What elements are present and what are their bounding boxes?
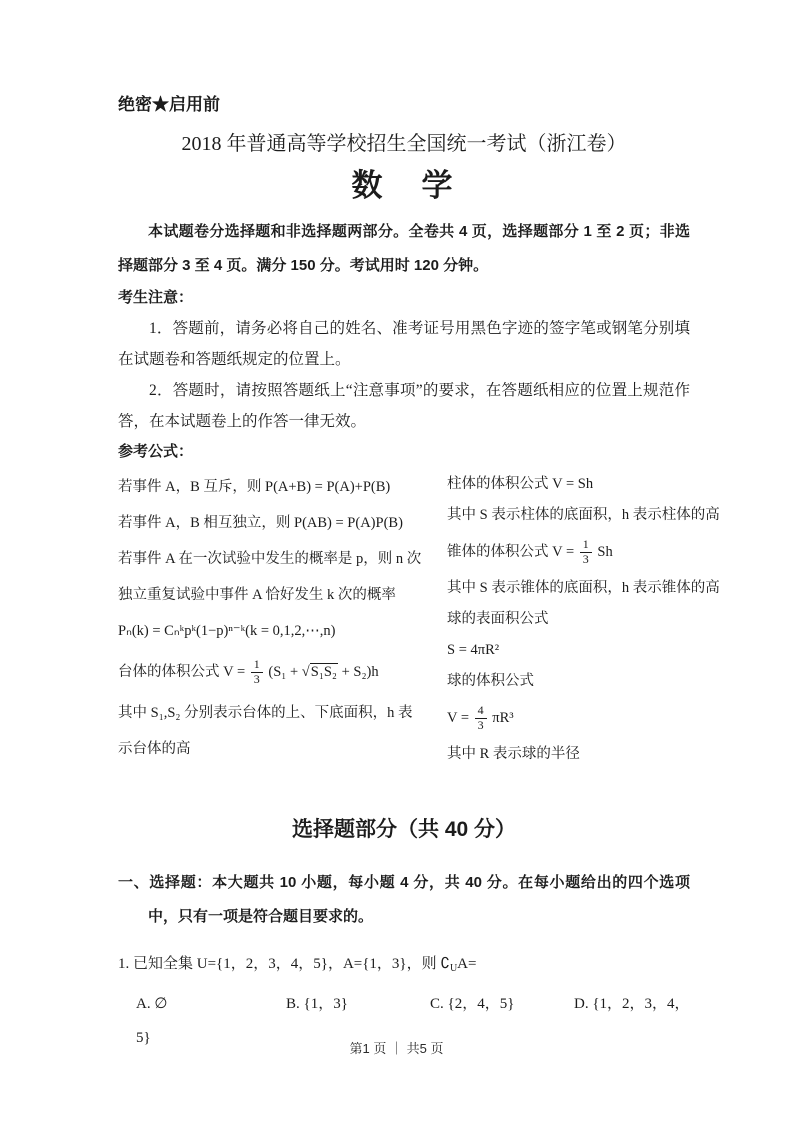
question-1-number: 1.	[118, 956, 130, 972]
question-1-stem-prefix: 已知全集 U={1，2，3，4，5}，A={1，3}，则	[133, 956, 441, 972]
fraction-one-third: $\frac{1}{3}$	[580, 538, 592, 567]
notice-item-2: 2．答题时，请按照答题纸上“注意事项”的要求，在答题纸相应的位置上规范作答，在本试题卷上的作答一律无效。	[118, 382, 690, 430]
formula-sphere-surface: S = 4πR²	[447, 642, 500, 658]
choice-section-directions: 一、选择题：本大题共 10 小题，每小题 4 分，共 40 分。在每小题给出的四个选项中，只有一项是符合题目要求的。	[118, 874, 690, 925]
formula-cylinder-volume: 柱体的体积公式 V = Sh	[447, 476, 594, 492]
choice-section-heading: 选择题部分（共 40 分）	[291, 818, 517, 841]
question-1-text	[118, 950, 690, 983]
exam-title: 2018 年普通高等学校招生全国统一考试（浙江卷）	[181, 133, 627, 155]
formula-bernoulli-desc-line1: 若事件 A 在一次试验中发生的概率是 p，则 n 次	[118, 551, 422, 567]
complement-symbol: ∁	[440, 956, 450, 972]
exam-intro-paragraph: 本试题卷分选择题和非选择题两部分。全卷共 4 页，选择题部分 1 至 2 页；非选择题部分 3 至 4 页。满分 150 分。考试用时 120 分钟。	[118, 223, 690, 274]
frustum-mid: (S₁ +	[268, 664, 299, 680]
subject-title: 数 学	[351, 168, 457, 203]
question-1-option-b: B. {1，3}	[286, 996, 348, 1012]
formula-binomial-probability: Pₙ(k) = Cₙᵏpᵏ(1−p)ⁿ⁻ᵏ(k = 0,1,2,⋯,n)	[118, 623, 336, 639]
formula-cone-note: 其中 S 表示锥体的底面积，h 表示锥体的高	[447, 580, 720, 596]
notice-item-1: 1．答题前，请务必将自己的姓名、准考证号用黑色字迹的签字笔或钢笔分别填在试题卷和答题纸规定的位置上。	[118, 320, 690, 368]
page-content	[118, 0, 720, 1051]
formula-sphere-note: 其中 R 表示球的半径	[447, 746, 580, 762]
formula-frustum-volume	[118, 649, 447, 695]
formula-frustum-note-line1: 其中 S₁,S₂ 分别表示台体的上、下底面积，h 表	[118, 705, 413, 721]
formula-column-right	[447, 469, 720, 770]
formula-mutually-exclusive: 若事件 A，B 互斥，则 P(A+B) = P(A)+P(B)	[118, 479, 391, 495]
fraction-four-thirds: $\frac{4}{3}$	[475, 704, 487, 733]
formula-frustum-note-line2: 示台体的高	[118, 741, 191, 757]
square-root-expression: √S₁S₂	[301, 664, 337, 680]
sphere-surface-label: 球的表面积公式	[447, 611, 549, 627]
reference-formulas-title: 参考公式：	[118, 443, 194, 460]
formula-column-left	[118, 469, 447, 770]
formula-bernoulli-desc-line2: 独立重复试验中事件 A 恰好发生 k 次的概率	[118, 587, 396, 603]
sphere-volume-prefix: V =	[447, 710, 470, 726]
notice-title: 考生注意：	[118, 289, 194, 306]
question-1	[118, 950, 690, 1051]
formula-cone-volume	[447, 531, 720, 573]
sphere-volume-label: 球的体积公式	[447, 673, 534, 689]
radical-icon: √	[301, 664, 310, 680]
page-footer: 第1 页 ｜ 共5 页	[349, 1041, 444, 1056]
frustum-suffix: + S₂)h	[341, 664, 379, 680]
reference-formulas	[118, 469, 720, 770]
cone-suffix: Sh	[597, 544, 613, 560]
complement-subscript: U	[449, 963, 458, 974]
question-1-stem-suffix: A=	[457, 956, 477, 972]
question-1-option-d-continuation: 5}	[136, 1030, 151, 1046]
formula-cylinder-note: 其中 S 表示柱体的底面积，h 表示柱体的高	[447, 507, 720, 523]
fraction-one-third: $\frac{1}{3}$	[251, 658, 263, 687]
question-1-option-a: A. ∅	[136, 996, 168, 1012]
formula-independent-events: 若事件 A，B 相互独立，则 P(AB) = P(A)P(B)	[118, 515, 403, 531]
sphere-volume-suffix: πR³	[492, 710, 514, 726]
frustum-prefix: 台体的体积公式 V =	[118, 664, 246, 680]
question-1-option-d: D. {1，2，3，4，	[574, 996, 690, 1012]
question-1-option-c: C. {2，4，5}	[430, 996, 515, 1012]
question-1-options	[118, 991, 690, 1017]
classified-label: 绝密★启用前	[118, 95, 220, 114]
cone-prefix: 锥体的体积公式 V =	[447, 544, 575, 560]
formula-sphere-volume	[447, 697, 720, 739]
